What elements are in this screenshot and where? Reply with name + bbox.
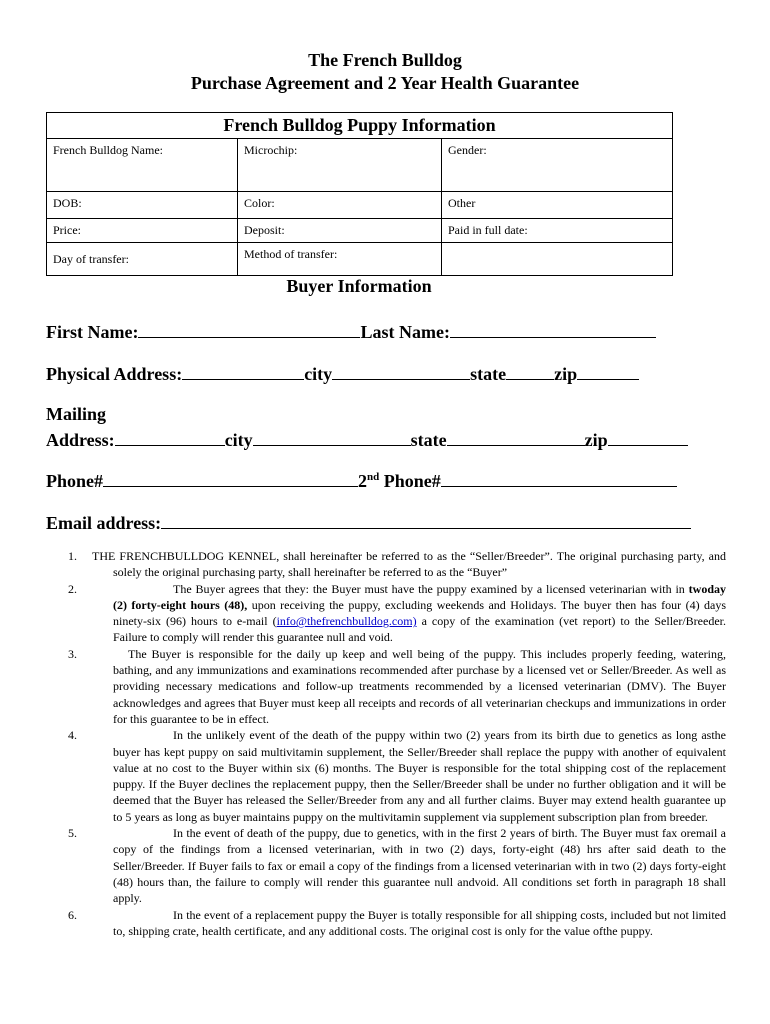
city-label: city	[304, 364, 333, 384]
term-text: In the unlikely event of the death of the puppy within two (2) years from its birth due to genetics as long asthe buyer has kept puppy on said multivitamin supplement, the Seller/Breeder shall replace the puppy with another of equivalent value at no cost to the Buyer within six (6) months. The Buyer is responsible for the total shipping cost of the replacement puppy. If the Buyer declines the replacement puppy, then the Seller/Breeder shall be under no further obligation and it will be deemed that the Buyer has released the Seller/Breeder from any and all further claims. Buyer may extend health guarantee up to 5 years as long as buyer maintains puppy on the multivitamin supplement via supplement subscription plan from breeder.	[113, 728, 726, 824]
paid-in-full-date-cell[interactable]: Paid in full date:	[442, 219, 673, 243]
puppy-information-table	[46, 112, 673, 276]
mailing-zip-field[interactable]	[608, 428, 688, 446]
term-text: a copy of the examination (vet report) to the Seller/Breeder. Failure to comply will render this guarantee null and void.	[113, 614, 726, 645]
term-6	[46, 907, 726, 940]
term-text: The Buyer is responsible for the daily up keep and well being of the puppy. This includes properly feeding, watering, bathing, and any immunizations and examinations recommended after purchase by a licensed vet or Seller/Breeder. As well as providing necessary medications and follow-up treatments recommended by a licensed veterinarian (DMV). The Buyer acknowledges and agrees that Buyer must keep all receipts and records of all veterinarian checkups and immunizations in order for this guarantee to be in effect.	[113, 646, 726, 726]
state-label: state	[470, 364, 507, 384]
price-cell[interactable]: Price:	[47, 219, 238, 243]
dob-cell[interactable]: DOB:	[47, 192, 238, 219]
term-2	[46, 581, 726, 646]
term-number: 3.	[68, 646, 77, 661]
email-link[interactable]: info@thefrenchbulldog.com)	[276, 614, 417, 629]
term-text: In the event of death of the puppy, due to genetics, with in the first 2 years of birth. The Buyer must fax oremail a copy of the findings from a licensed veterinarian, with in two (2) days, forty-eight (48) hrs after said death to the Seller/Breeder. If Buyer fails to fax or email a copy of the findings from a licensed veterinarian with in two (2) days forty-eight (48) hours than, the failure to comply will render this guarantee null andvoid. All conditions set forth in paragraph 18 shall apply.	[113, 826, 726, 906]
zip-field[interactable]	[577, 362, 639, 380]
email-field[interactable]	[161, 511, 691, 529]
term-text: upon receiving the puppy, excluding weekends and Holidays. The buyer then has four (4) days ninety-six (96) hours to e-mail (	[113, 597, 726, 629]
phone-field[interactable]	[103, 469, 358, 487]
term-number: 2.	[68, 581, 77, 596]
state-field[interactable]	[506, 362, 554, 380]
mailing-state-field[interactable]	[447, 428, 585, 446]
mailing-city-label: city	[224, 430, 253, 450]
term-number: 6.	[68, 907, 77, 922]
document-subtitle: Purchase Agreement and 2 Year Health Guarantee	[190, 73, 580, 93]
mailing-address-row	[46, 428, 688, 451]
email-label: Email address:	[46, 513, 162, 533]
name-row	[46, 320, 656, 343]
mailing-label: Mailing	[46, 404, 107, 424]
first-name-label: First Name:	[46, 322, 139, 342]
second-phone-field[interactable]	[441, 469, 677, 487]
puppy-table-caption: French Bulldog Puppy Information	[47, 113, 673, 139]
first-name-field[interactable]	[138, 320, 360, 338]
term-number: 5.	[68, 826, 77, 841]
term-5	[46, 825, 726, 906]
empty-cell[interactable]	[442, 243, 673, 276]
term-bold-text: twoday (2) forty-eight hours (48),	[113, 581, 726, 612]
second-phone-number: 2	[358, 471, 368, 491]
physical-address-label: Physical Address:	[46, 364, 183, 384]
email-row	[46, 511, 691, 534]
mailing-city-field[interactable]	[253, 428, 411, 446]
terms-list	[46, 548, 726, 939]
physical-address-row	[46, 362, 639, 385]
mailing-state-label: state	[410, 430, 447, 450]
phone-label: Phone#	[46, 471, 104, 491]
term-text: THE FRENCHBULLDOG KENNEL, shall hereinafter be referred to as the “Seller/Breeder”. The original purchasing party, and solely the original purchasing party, shall hereinafter be referred to as the “Buyer”	[92, 549, 726, 580]
mailing-label-row	[46, 403, 106, 425]
term-number: 1.	[68, 549, 77, 563]
term-4	[46, 727, 726, 825]
last-name-label: Last Name:	[360, 322, 450, 342]
physical-address-field[interactable]	[182, 362, 304, 380]
other-cell[interactable]: Other	[442, 192, 673, 219]
mailing-address-field[interactable]	[115, 428, 225, 446]
document-title: The French Bulldog	[308, 50, 462, 70]
day-of-transfer-cell[interactable]: Day of transfer:	[47, 243, 238, 276]
last-name-field[interactable]	[450, 320, 656, 338]
puppy-name-cell[interactable]: French Bulldog Name:	[47, 139, 238, 192]
deposit-cell[interactable]: Deposit:	[238, 219, 442, 243]
term-number: 4.	[68, 728, 77, 743]
phone-row	[46, 469, 677, 492]
microchip-cell[interactable]: Microchip:	[238, 139, 442, 192]
term-1	[46, 548, 726, 581]
color-cell[interactable]: Color:	[238, 192, 442, 219]
term-text: The Buyer agrees that they: the Buyer must have the puppy examined by a licensed veterinarian with in	[173, 581, 689, 596]
buyer-information-title: Buyer Information	[286, 276, 432, 296]
zip-label: zip	[554, 364, 578, 384]
method-of-transfer-cell[interactable]: Method of transfer:	[238, 243, 442, 276]
mailing-zip-label: zip	[584, 430, 608, 450]
term-text: In the event of a replacement puppy the Buyer is totally responsible for all shipping costs, included but not limited to, shipping crate, health certificate, and any additional costs. The original cost is only for the value ofthe puppy.	[113, 907, 726, 938]
city-field[interactable]	[332, 362, 470, 380]
term-3	[46, 646, 726, 727]
second-phone-label: Phone#	[379, 471, 441, 491]
second-phone-suffix: nd	[367, 471, 380, 483]
gender-cell[interactable]: Gender:	[442, 139, 673, 192]
mailing-address-label: Address:	[46, 430, 115, 450]
